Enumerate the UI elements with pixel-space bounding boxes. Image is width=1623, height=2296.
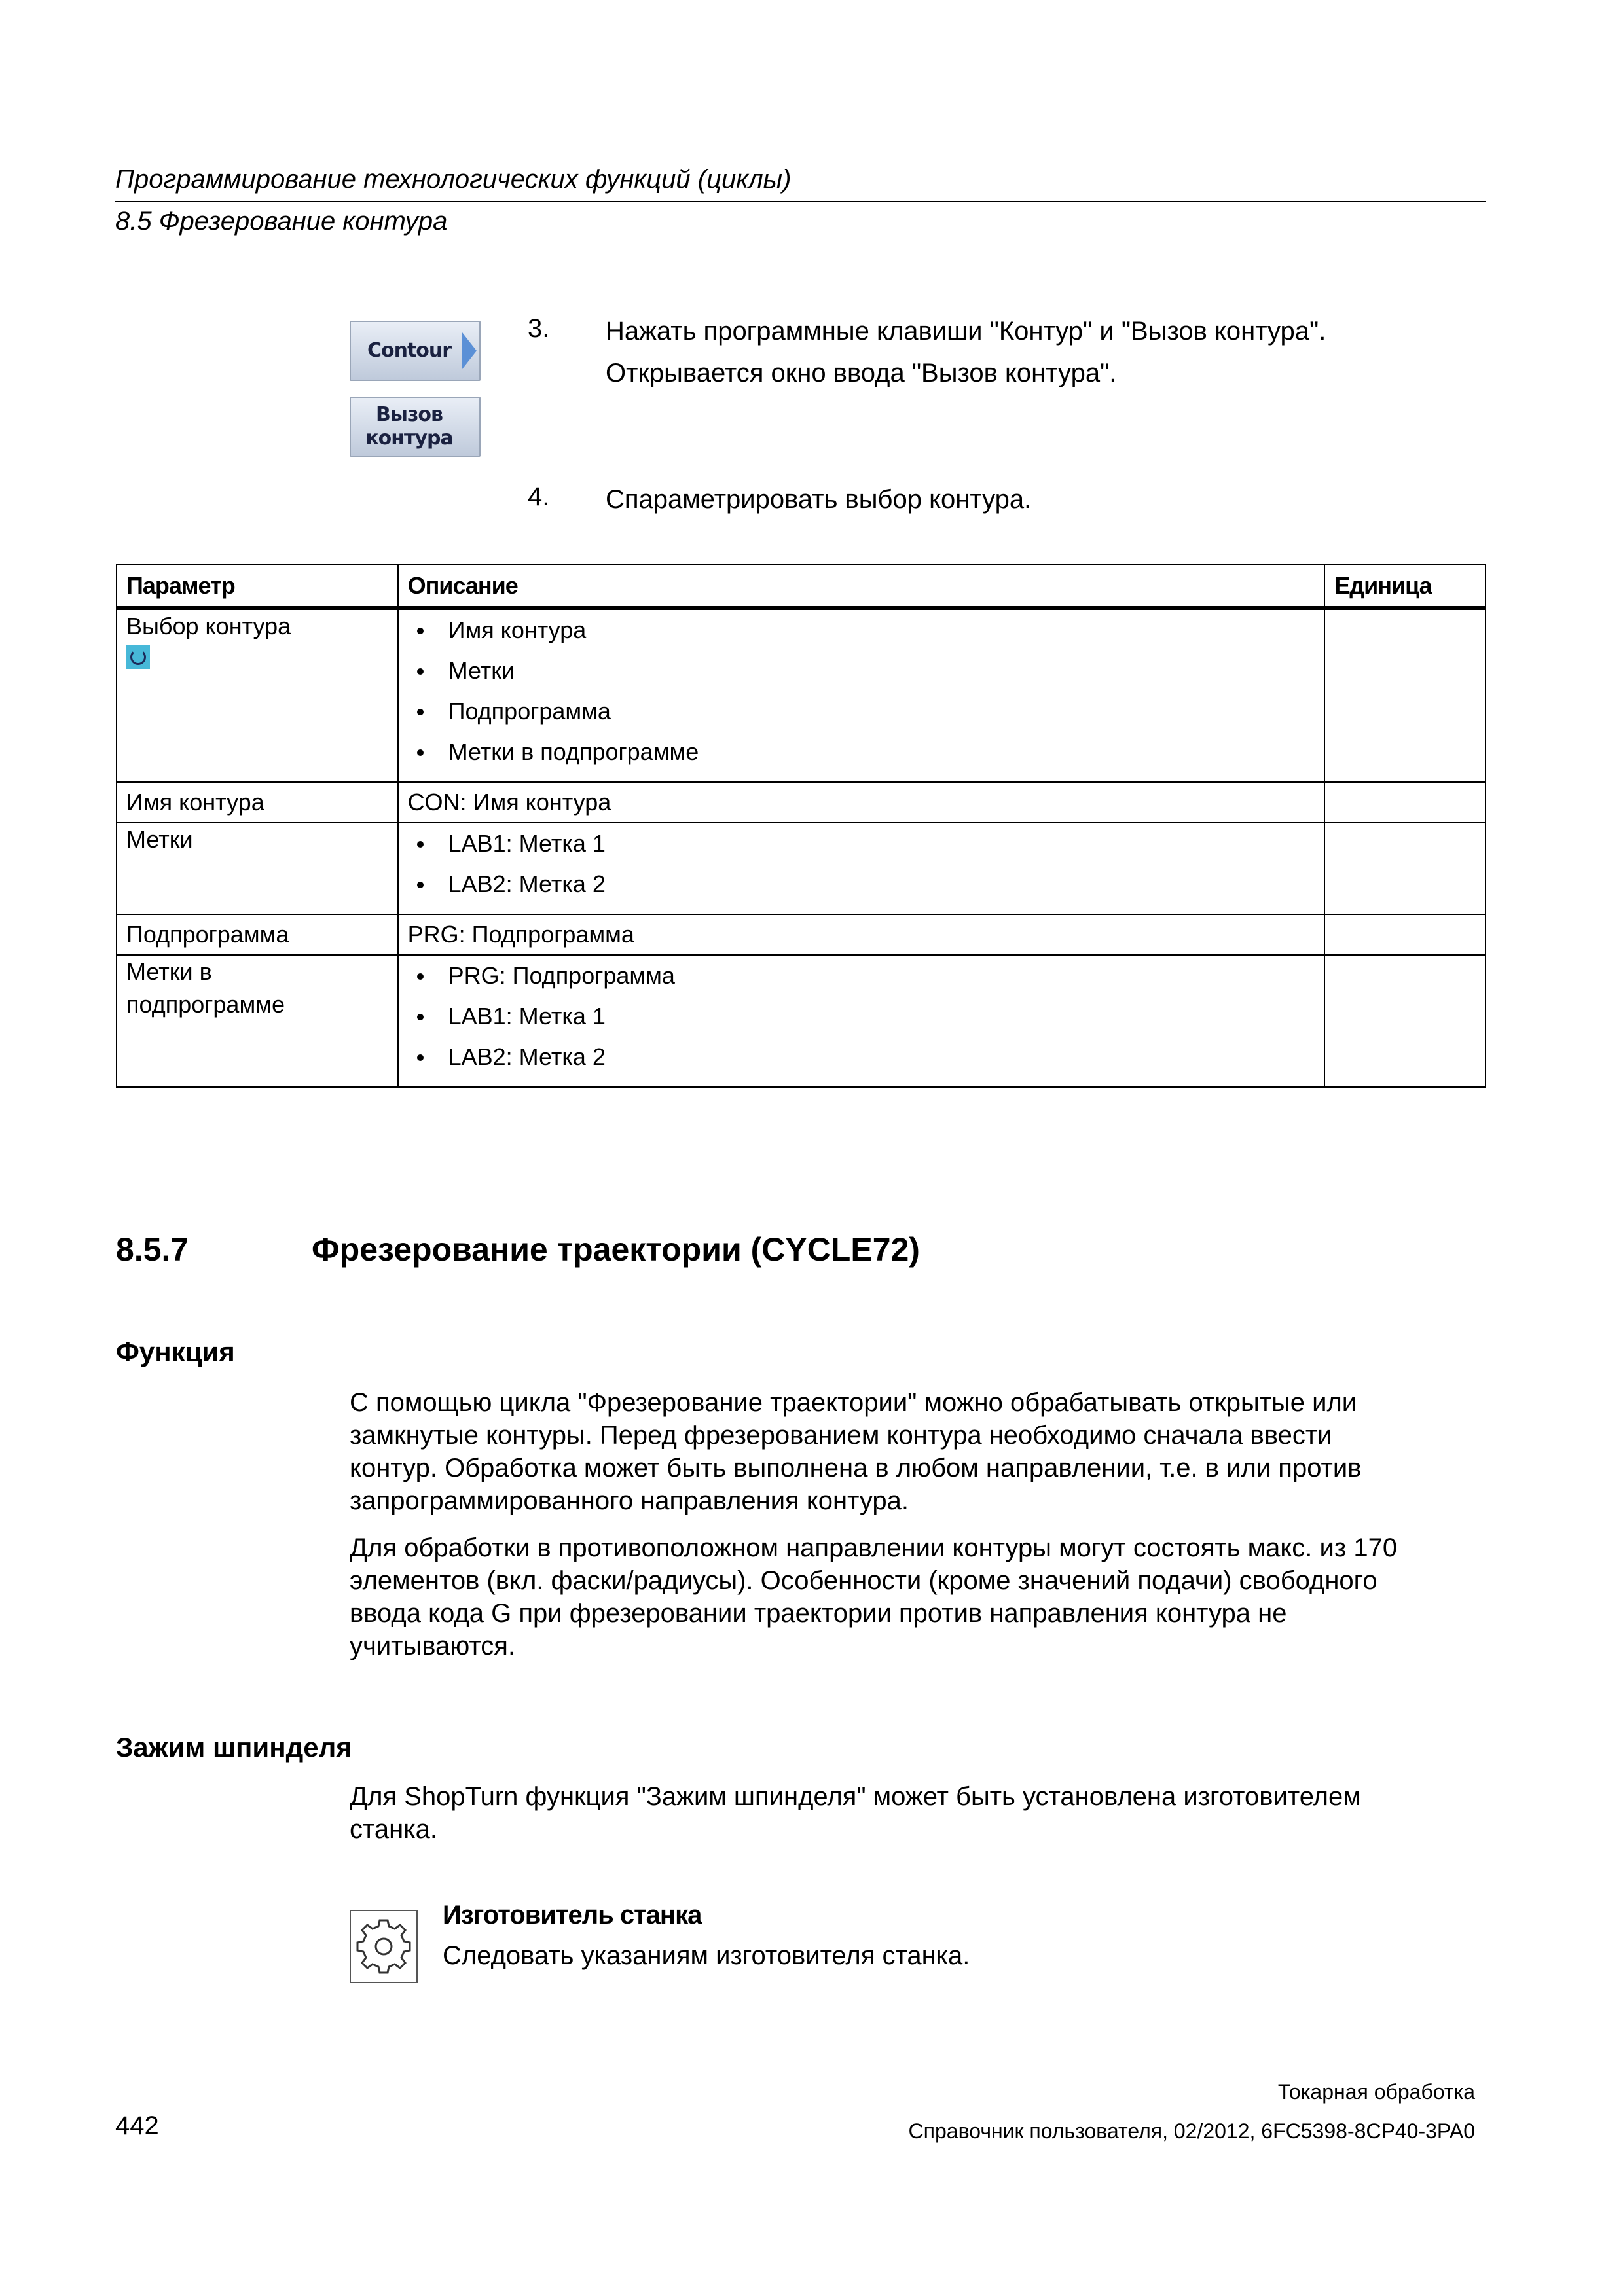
list-item: Подпрограмма [408,691,1315,732]
parameter-table [116,564,1486,1088]
text-line: станка. [350,1815,437,1844]
table-row [117,782,1486,823]
step-line: Спараметрировать выбор контура. [606,485,1032,514]
note-text: Следовать указаниям изготовителя станка. [443,1941,970,1970]
text-line: С помощью цикла "Фрезерование траектории" можно обрабатывать открытые или [350,1388,1357,1417]
param-cell: Имя контура [117,782,398,823]
machine-manufacturer-icon-frame [350,1910,418,1983]
desc-cell [398,823,1325,914]
list-item: Имя контура [408,610,1315,651]
param-cell [117,608,398,782]
text-line: контур. Обработка может быть выполнена в любом направлении, т.е. в или против [350,1454,1362,1482]
step-text [606,310,1326,394]
desc-list [408,956,1315,1077]
desc-cell [398,608,1325,782]
table-row [117,608,1486,782]
list-item: LAB2: Метка 2 [408,1037,1315,1077]
desc-cell [398,955,1325,1087]
desc-list [408,823,1315,905]
contour-call-softkey[interactable] [350,397,481,457]
section-title: Фрезерование траектории (CYCLE72) [312,1231,920,1268]
list-item: LAB1: Метка 1 [408,823,1315,864]
column-header-param: Параметр [117,565,398,608]
contour-softkey[interactable] [350,321,481,381]
unit-cell [1324,823,1486,914]
text-line: ввода кода G при фрезеровании траектории против направления контура не [350,1599,1287,1628]
header-rule [115,201,1486,202]
list-item: LAB2: Метка 2 [408,864,1315,905]
param-cell: Подпрограмма [117,914,398,955]
chapter-header: Программирование технологических функций (циклы) [115,165,792,194]
param-cell: Метки [117,823,398,914]
param-label: Метки в подпрограмме [126,958,285,1018]
step-line: Открывается окно ввода "Вызов контура". [606,359,1117,387]
desc-cell: PRG: Подпрограмма [398,914,1325,955]
note-title: Изготовитель станка [443,1901,702,1929]
footer-product: Токарная обработка [1277,2080,1475,2104]
param-label: Выбор контура [126,613,291,639]
text-line: запрограммированного направления контура. [350,1486,909,1515]
list-item: PRG: Подпрограмма [408,956,1315,996]
text-line: элементов (вкл. фаски/радиусы). Особенности (кроме значений подачи) свободного [350,1566,1377,1595]
function-heading: Функция [116,1336,235,1367]
text-line: замкнутые контуры. Перед фрезерованием контура необходимо сначала ввести [350,1421,1332,1450]
desc-list [408,610,1315,772]
list-item: Метки [408,651,1315,691]
gear-icon [351,1911,416,1982]
step-number: 4. [528,482,550,511]
table-row [117,955,1486,1087]
contour-call-softkey-label: Вызов контура [365,403,453,450]
step-number: 3. [528,314,550,343]
section-number: 8.5.7 [116,1231,189,1268]
list-item: LAB1: Метка 1 [408,996,1315,1037]
table-row [117,914,1486,955]
unit-cell [1324,608,1486,782]
list-item: Метки в подпрограмме [408,732,1315,772]
text-line: Для ShopTurn функция "Зажим шпинделя" может быть установлена изготовителем [350,1782,1361,1811]
section-header: 8.5 Фрезерование контура [115,207,448,236]
toggle-select-icon [126,645,150,669]
desc-cell: CON: Имя контура [398,782,1325,823]
function-paragraph [350,1386,1486,1517]
spindle-heading: Зажим шпинделя [116,1732,352,1763]
arrow-right-icon [462,332,477,369]
contour-softkey-label: Contour [367,339,452,362]
unit-cell [1324,955,1486,1087]
footer-manual: Справочник пользователя, 02/2012, 6FC5398-8CP40-3PA0 [908,2119,1475,2143]
step-text [606,478,1031,520]
table-header-row [117,565,1486,608]
unit-cell [1324,914,1486,955]
step-line: Нажать программные клавиши "Контур" и "Вызов контура". [606,317,1326,346]
column-header-unit: Единица [1324,565,1486,608]
function-paragraph [350,1532,1486,1662]
table-row [117,823,1486,914]
page-number: 442 [115,2111,159,2140]
unit-cell [1324,782,1486,823]
param-cell [117,955,398,1087]
text-line: Для обработки в противоположном направлении контуры могут состоять макс. из 170 [350,1534,1398,1562]
column-header-desc: Описание [398,565,1325,608]
spindle-paragraph [350,1780,1486,1846]
text-line: учитываются. [350,1632,516,1660]
